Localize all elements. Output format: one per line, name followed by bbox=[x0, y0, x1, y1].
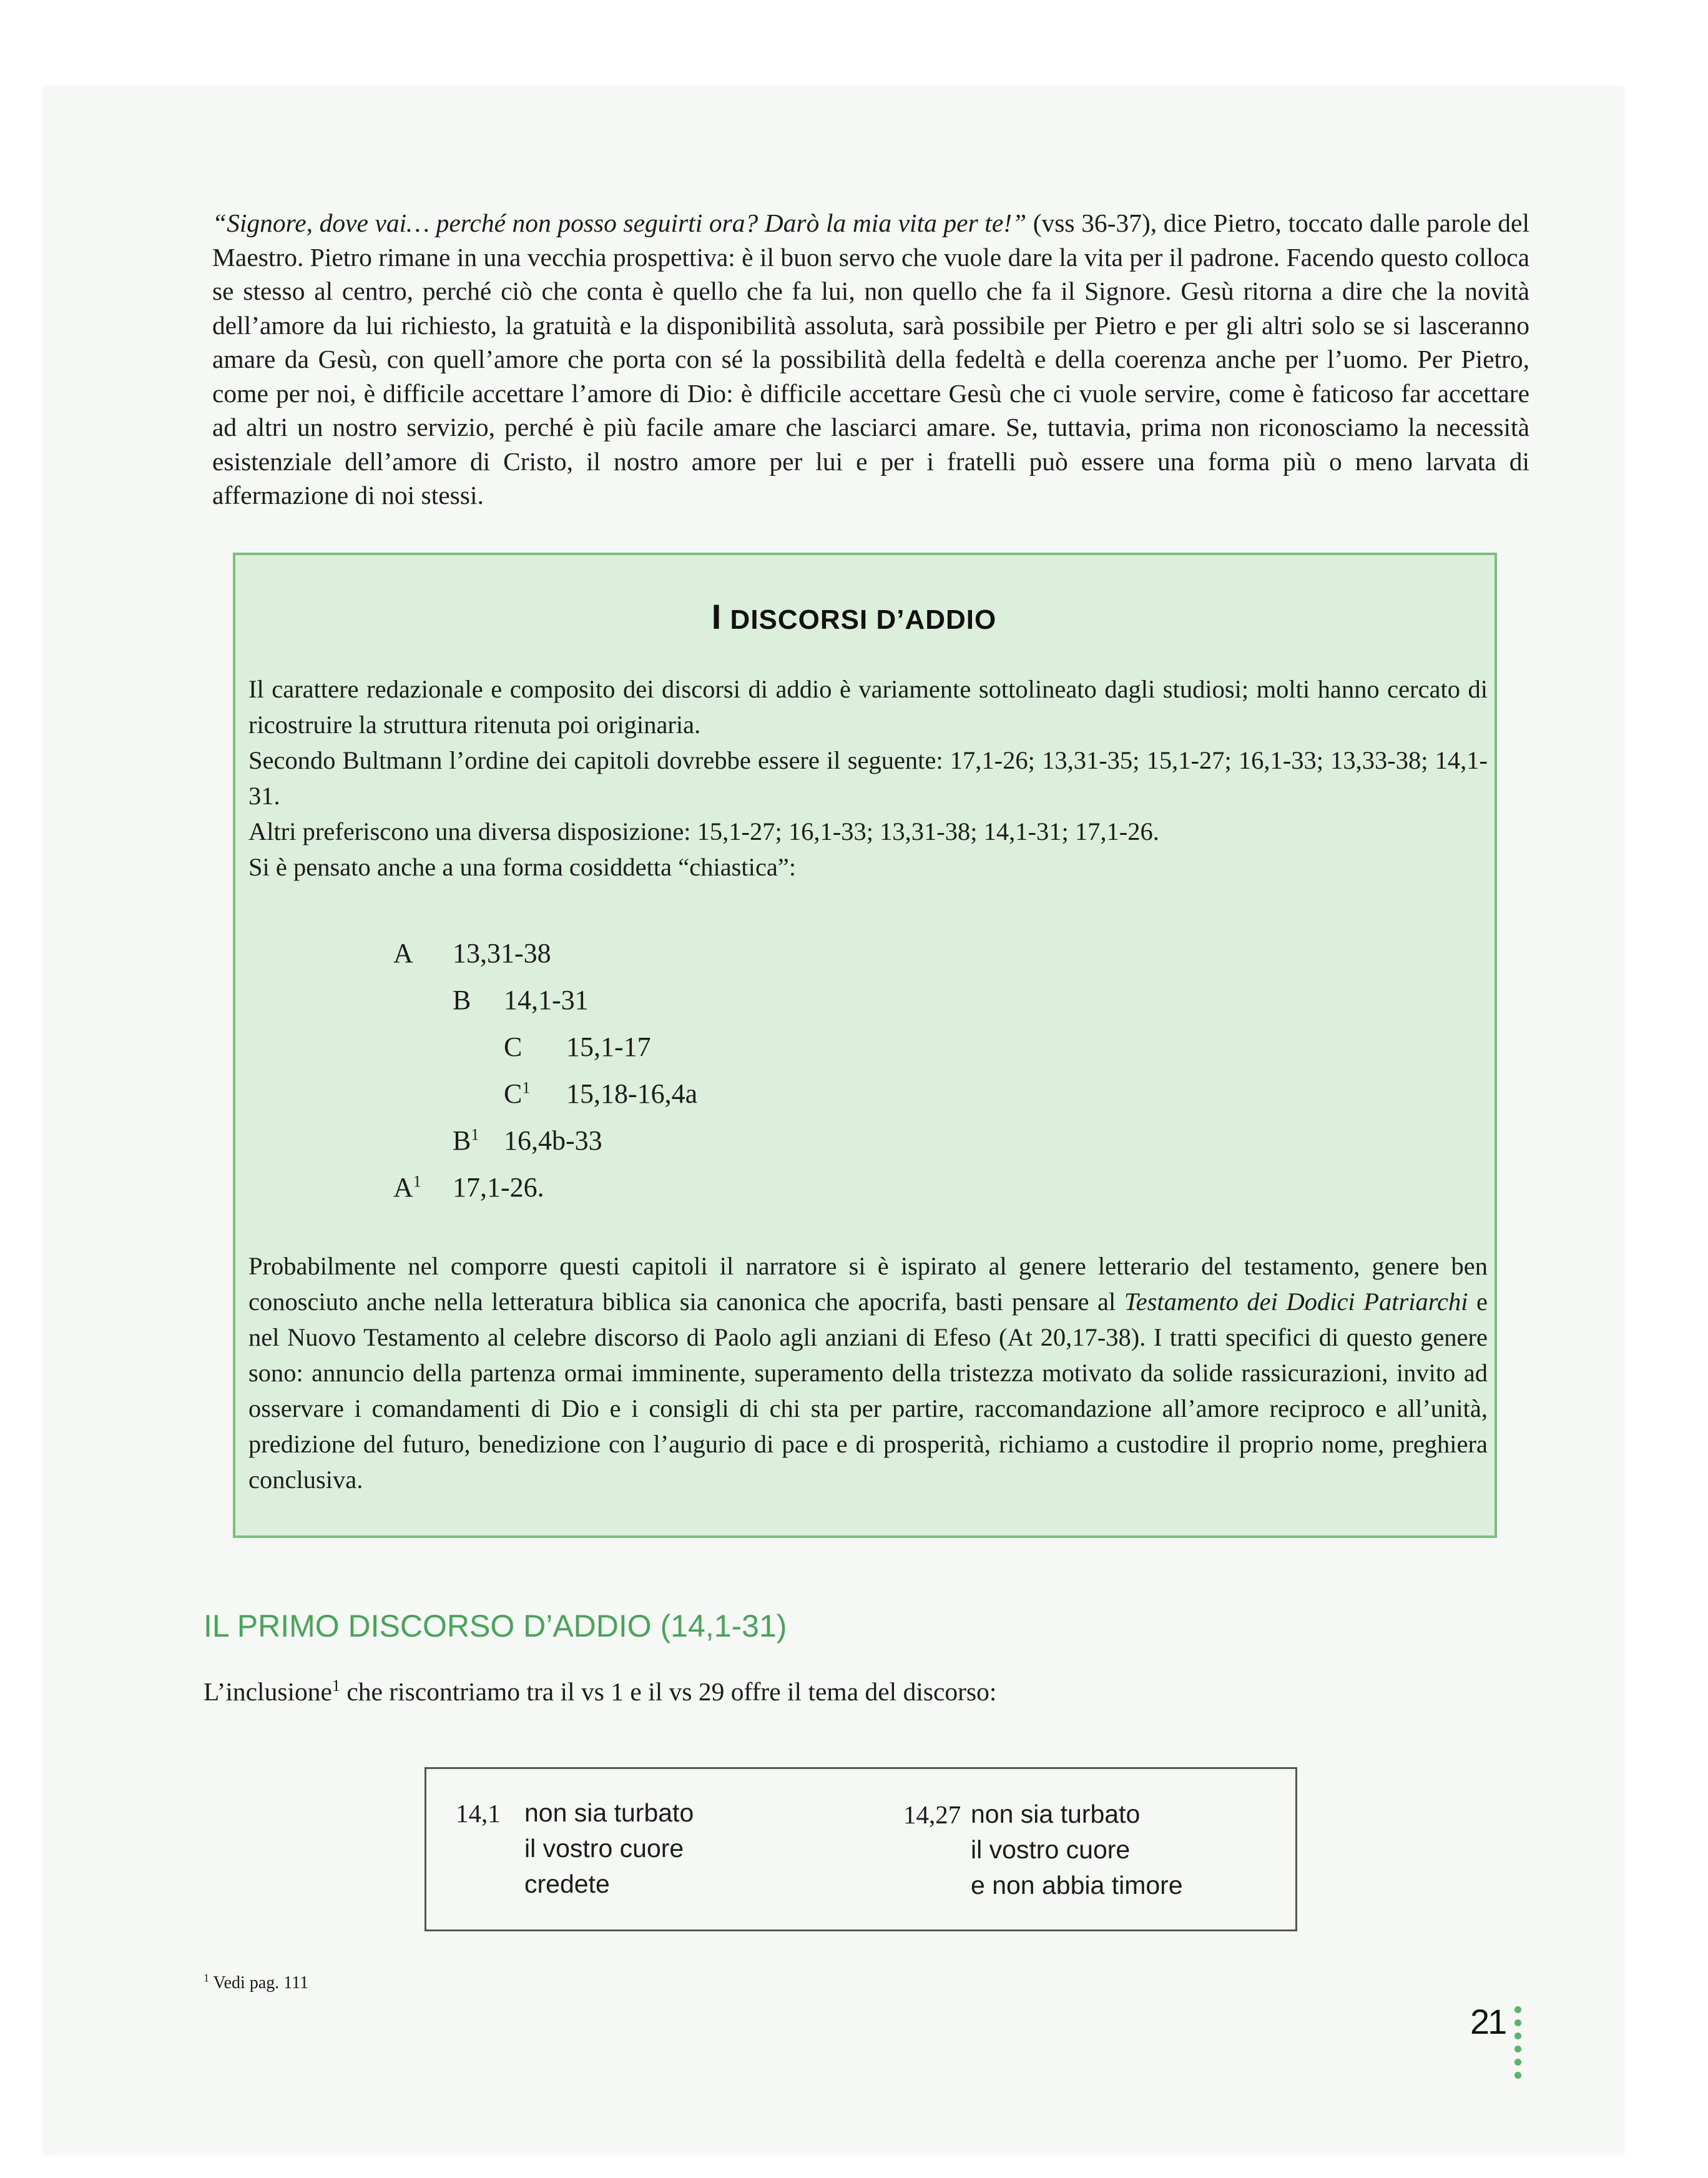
right-verse-line: il vostro cuore bbox=[971, 1835, 1131, 1864]
chiasm-row: B 14,1-31 bbox=[453, 985, 589, 1015]
left-verse-line: credete bbox=[524, 1870, 610, 1898]
page-dots-ornament bbox=[1514, 2006, 1522, 2085]
left-verse-line: non sia turbato bbox=[524, 1798, 694, 1827]
box-paragraph-5: Probabilmente nel comporre questi capitoli il narratore si è ispirato al genere letterario del testamento, genere ben conosciuto anche nella letteratura biblica sia canonica che apocrifa, basti pensare al Testamento dei Dodici Patriarchi e nel Nuovo Testamento al celebre discorso di Paolo agli anziani di Efeso (At 20,17-38). I tratti specifici di questo genere sono: annuncio della partenza ormai imminente, superamento della tristezza motivato da solide rassicurazioni, invito ad osservare i comandamenti di Dio e i consigli di chi sta per partire, raccomandazione all’amore reciproco e all’unità, predizione del futuro, benedizione con l’augurio di pace e di prosperità, richiamo a custodire il proprio nome, preghiera conclusiva. bbox=[248, 1252, 1488, 1494]
right-verse-line: non sia turbato bbox=[971, 1800, 1141, 1828]
left-verse-ref: 14,1 bbox=[456, 1799, 501, 1828]
right-verse-ref: 14,27 bbox=[903, 1800, 961, 1829]
box-title-initial: I bbox=[711, 597, 722, 636]
left-verse-line: il vostro cuore bbox=[524, 1834, 684, 1863]
chiasm-row: C 15,1-17 bbox=[504, 1032, 651, 1062]
page-number: 21 bbox=[1470, 2002, 1506, 2041]
intro-text: (vss 36-37), dice Pietro, toccato dalle parole del Maestro. Pietro rimane in una vecchia prospettiva: è il buon servo che vuole dare la vita per il padrone. Facendo questo colloca se stesso al centro, perché ciò che conta è quello che fa lui, non quello che fa il Signore. Gesù ritorna a dire che la novità dell’amore da lui richiesto, la gratuità e la disponibilità assoluta, sarà possibile per Pietro e per gli altri solo se si lasceranno amare da Gesù, con quell’amore che porta con sé la possibilità della fedeltà e della coerenza anche per l’uomo. Per Pietro, come per noi, è difficile accettare l’amore di Dio: è difficile accettare Gesù che ci vuole servire, come è faticoso far accettare ad altri un nostro servizio, perché è più facile amare che lasciarci amare. Se, tuttavia, prima non riconosciamo la necessità esistenziale dell’amore di Cristo, il nostro amore per lui e per i fratelli può essere una forma più o meno larvata di affermazione di noi stessi. bbox=[212, 209, 1530, 510]
section-title: IL PRIMO DISCORSO D’ADDIO (14,1-31) bbox=[204, 1609, 787, 1643]
peter-quote: “Signore, dove vai… perché non posso seguirti ora? Darò la mia vita per te!” bbox=[212, 209, 1027, 237]
box-paragraph-1: Il carattere redazionale e composito dei discorsi di addio è variamente sottolineato dagli studiosi; molti hanno cercato di ricostruire la struttura ritenuta poi originaria. bbox=[248, 675, 1488, 739]
footnote-marker: 1 bbox=[331, 1677, 340, 1695]
box-paragraph-4: Si è pensato anche a una forma cosiddetta “chiastica”: bbox=[248, 853, 797, 881]
box-title bbox=[0, 596, 1708, 637]
chiasm-row: $B^1$ 16,4b-33 bbox=[453, 1125, 602, 1156]
footnote: $^1$ Vedi pag. 111 bbox=[204, 1971, 309, 1993]
box-paragraph-2: Secondo Bultmann l’ordine dei capitoli dovrebbe essere il seguente: 17,1-26; 13,31-35; 15,1-27; 16,1-33; 13,33-38; 14,1-31. bbox=[248, 746, 1488, 810]
box-paragraph-3: Altri preferiscono una diversa disposizione: 15,1-27; 16,1-33; 13,31-38; 14,1-31; 17,1-26. bbox=[248, 817, 1159, 845]
chiasm-row: $C^1$ 15,18-16,4a bbox=[504, 1078, 698, 1109]
inclusion-sentence: L’inclusione$^1$ che riscontriamo tra il vs 1 e il vs 29 offre il tema del discorso: bbox=[204, 1677, 997, 1706]
right-verse-line: e non abbia timore bbox=[971, 1871, 1183, 1900]
box-title-rest: DISCORSI D’ADDIO bbox=[722, 604, 997, 635]
book-title: Testamento dei Dodici Patriarchi bbox=[1124, 1288, 1468, 1316]
intro-paragraph bbox=[212, 206, 1529, 513]
chiasm-row: A 13,31-38 bbox=[393, 938, 551, 968]
chiasm-row: $A^1$ 17,1-26. bbox=[393, 1172, 544, 1203]
